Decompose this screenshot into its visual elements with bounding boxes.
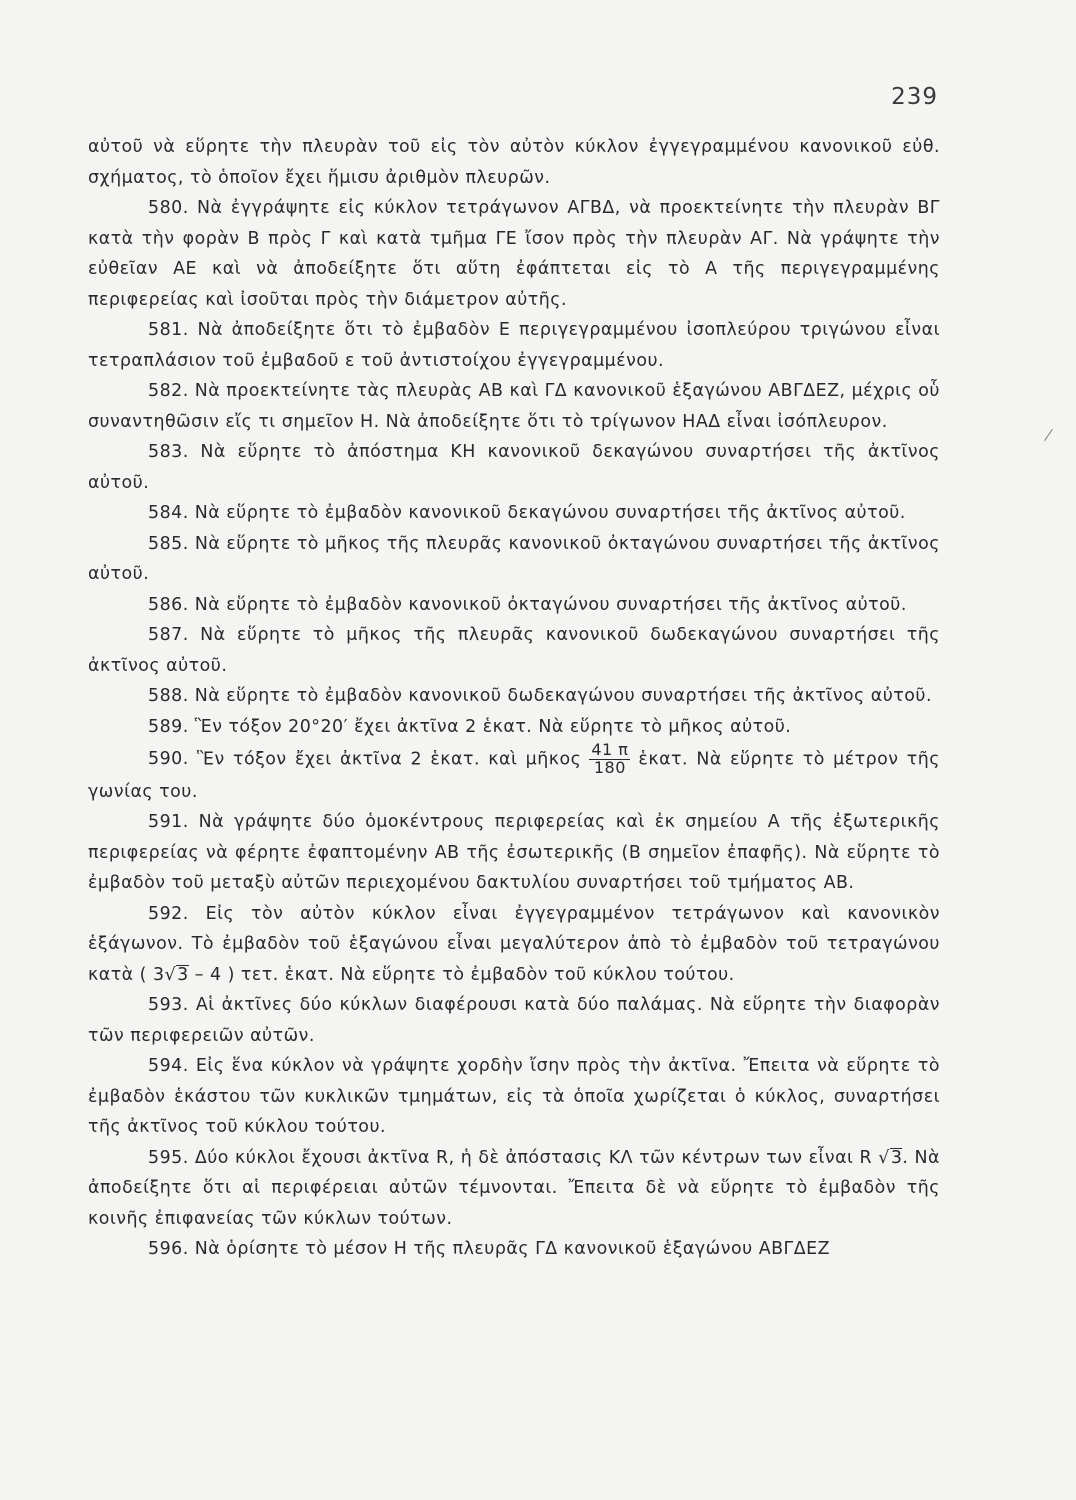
- exercise-text-after: ἑκατ. Νὰ εὕρητε τὸ μέτρον τῆς γωνίας του.: [88, 749, 940, 802]
- exercise-number: 591.: [148, 812, 189, 833]
- exercise-text: Νὰ ἀποδείξητε ὅτι τὸ ἐμβαδὸν Ε περιγεγραμμένου ἰσοπλεύρου τριγώνου εἶναι τετραπλάσιον τοῦ ἐμβαδοῦ ε τοῦ ἀντιστοίχου ἐγγεγραμμένου.: [88, 320, 940, 371]
- intro-paragraph: αὐτοῦ νὰ εὕρητε τὴν πλευρὰν τοῦ εἰς τὸν αὐτὸν κύκλον ἐγγεγραμμένου κανονικοῦ εὐθ. σχήματος, τὸ ὁποῖον ἔχει ἥμισυ ἀριθμὸν πλευρῶν.: [88, 137, 940, 188]
- fraction: [589, 742, 630, 777]
- exercise-595: [88, 1143, 940, 1235]
- exercise-text: Νὰ εὕρητε τὸ μῆκος τῆς πλευρᾶς κανονικοῦ δωδεκαγώνου συναρτήσει τῆς ἀκτῖνος αὐτοῦ.: [88, 625, 941, 676]
- exercise-580: [88, 193, 940, 315]
- exercise-592: [88, 899, 940, 991]
- exercise-text-after: – 4 ) τετ. ἑκατ. Νὰ εὕρητε τὸ ἐμβαδὸν τοῦ κύκλου τούτου.: [188, 964, 735, 985]
- exercise-596: [88, 1234, 940, 1265]
- exercise-text-after: . Νὰ ἀποδείξητε ὅτι αἱ περιφέρειαι αὐτῶν τέμνονται. Ἔπειτα δὲ νὰ εὕρητε τὸ ἐμβαδὸν τῆς κοινῆς ἐπιφανείας τῶν κύκλων τούτων.: [88, 1147, 940, 1229]
- exercise-text: Εἰς ἕνα κύκλον νὰ γράψητε χορδὴν ἴσην πρὸς τὴν ἀκτῖνα. Ἔπειτα νὰ εὕρητε τὸ ἐμβαδὸν ἑκάστου τῶν κυκλικῶν τμημάτων, εἰς τὰ ὁποῖα χωρίζεται ὁ κύκλος, συναρτήσει τῆς ἀκτῖνος τοῦ κύκλου τούτου.: [88, 1056, 940, 1138]
- exercise-text: Αἱ ἀκτῖνες δύο κύκλων διαφέρουσι κατὰ δύο παλάμας. Νὰ εὕρητε τὴν διαφορὰν τῶν περιφερειῶν αὐτῶν.: [88, 995, 941, 1046]
- exercise-text: Νὰ γράψητε δύο ὁμοκέντρους περιφερείας καὶ ἐκ σημείου Α τῆς ἐξωτερικῆς περιφερείας νὰ φέρητε ἐφαπτομένην ΑΒ τῆς ἐσωτερικῆς (Β σημεῖον ἐπαφῆς). Νὰ εὕρητε τὸ ἐμβαδὸν τοῦ μεταξὺ αὐτῶν περιεχομένου δακτυλίου συναρτήσει τοῦ τμήματος ΑΒ.: [88, 812, 940, 894]
- exercise-581: [88, 315, 940, 376]
- exercise-number: 580.: [148, 198, 189, 218]
- exercise-590: [88, 742, 940, 807]
- exercise-583: [88, 437, 940, 498]
- fraction-numerator: 41 π: [591, 740, 629, 759]
- exercise-582: [88, 376, 940, 437]
- exercise-text: Νὰ εὕρητε τὸ μῆκος τῆς πλευρᾶς κανονικοῦ ὀκταγώνου συναρτήσει τῆς ἀκτῖνος αὐτοῦ.: [88, 533, 940, 584]
- exercise-text: Νὰ ἐγγράψητε εἰς κύκλον τετράγωνον ΑΓΒΔ, νὰ προεκτείνητε τὴν πλευρὰν ΒΓ κατὰ τὴν φορὰν Β πρὸς Γ καὶ κατὰ τμῆμα ΓΕ ἴσον πρὸς τὴν πλευρὰν ΑΓ. Νὰ γράψητε τὴν εὐθεῖαν ΑΕ καὶ νὰ ἀποδείξητε ὅτι αὕτη ἐφάπτεται εἰς τὸ Α τῆς περιγεγραμμένης περιφερείας καὶ ἰσοῦται πρὸς τὴν διάμετρον αὐτῆς.: [88, 198, 940, 310]
- exercise-589: [88, 712, 940, 743]
- exercise-text: Νὰ εὕρητε τὸ ἐμβαδὸν κανονικοῦ ὀκταγώνου συναρτήσει τῆς ἀκτῖνος αὐτοῦ.: [194, 594, 907, 615]
- exercise-text: Ἓν τόξον 20°20′ ἔχει ἀκτῖνα 2 ἑκατ. Νὰ εὕρητε τὸ μῆκος αὐτοῦ.: [194, 716, 792, 737]
- page-number: 239: [891, 84, 938, 110]
- exercise-number: 581.: [148, 320, 189, 340]
- exercise-594: [88, 1051, 940, 1143]
- exercise-text-before: Δύο κύκλοι ἔχουσι ἀκτῖνα R, ἡ δὲ ἀπόστασις ΚΛ τῶν κέντρων των εἶναι R: [194, 1147, 879, 1168]
- exercise-number: 594.: [148, 1056, 189, 1077]
- radicand: 3: [177, 964, 189, 985]
- exercise-number: 587.: [148, 625, 189, 645]
- exercise-number: 596.: [148, 1239, 189, 1260]
- exercise-586: [88, 590, 940, 621]
- exercise-text: Νὰ εὕρητε τὸ ἐμβαδὸν κανονικοῦ δεκαγώνου συναρτήσει τῆς ἀκτῖνος αὐτοῦ.: [194, 503, 906, 523]
- radicand: 3: [890, 1147, 903, 1168]
- exercise-number: 582.: [148, 381, 189, 401]
- exercise-593: [88, 990, 940, 1051]
- exercise-number: 595.: [148, 1147, 189, 1168]
- exercise-text-before: Εἰς τὸν αὐτὸν κύκλον εἶναι ἐγγεγραμμένον τετράγωνον καὶ κανονικὸν ἑξάγωνον. Τὸ ἐμβαδὸν τοῦ ἑξαγώνου εἶναι μεγαλύτερον ἀπὸ τὸ ἐμβαδὸν τοῦ τετραγώνου κατὰ ( 3: [88, 903, 940, 985]
- fraction-denominator: 180: [589, 759, 630, 777]
- exercise-number: 592.: [148, 903, 189, 924]
- exercise-587: [88, 620, 940, 681]
- margin-mark: [1044, 429, 1053, 441]
- exercise-text: Νὰ προεκτείνητε τὰς πλευρὰς ΑΒ καὶ ΓΔ κανονικοῦ ἑξαγώνου ΑΒΓΔΕΖ, μέχρις οὗ συναντηθῶσιν εἴς τι σημεῖον Η. Νὰ ἀποδείξητε ὅτι τὸ τρίγωνον ΗΑΔ εἶναι ἰσόπλευρον.: [88, 381, 940, 432]
- exercise-number: 585.: [148, 533, 189, 554]
- exercise-text: Νὰ ὁρίσητε τὸ μέσον Η τῆς πλευρᾶς ΓΔ κανονικοῦ ἑξαγώνου ΑΒΓΔΕΖ: [194, 1239, 831, 1260]
- exercise-number: 588.: [148, 686, 189, 706]
- exercise-591: [88, 807, 940, 899]
- exercise-number: 586.: [148, 594, 189, 615]
- body-text: [88, 132, 940, 1265]
- exercise-number: 589.: [148, 716, 189, 737]
- radical-sign: √: [878, 1147, 890, 1168]
- exercise-text-before: Ἓν τόξον ἔχει ἀκτῖνα 2 ἑκατ. καὶ μῆκος: [197, 749, 582, 770]
- exercise-text: Νὰ εὕρητε τὸ ἐμβαδὸν κανονικοῦ δωδεκαγώνου συναρτήσει τῆς ἀκτῖνος αὐτοῦ.: [194, 686, 933, 706]
- exercise-number: 593.: [148, 995, 189, 1016]
- exercise-number: 590.: [148, 749, 189, 770]
- exercise-584: [88, 498, 940, 529]
- exercise-number: 583.: [148, 442, 189, 462]
- exercise-585: [88, 529, 940, 590]
- exercise-588: [88, 681, 940, 712]
- radical-sign: √: [164, 964, 177, 985]
- exercise-text: Νὰ εὕρητε τὸ ἀπόστημα ΚΗ κανονικοῦ δεκαγώνου συναρτήσει τῆς ἀκτῖνος αὐτοῦ.: [88, 442, 940, 493]
- exercise-number: 584.: [148, 503, 189, 523]
